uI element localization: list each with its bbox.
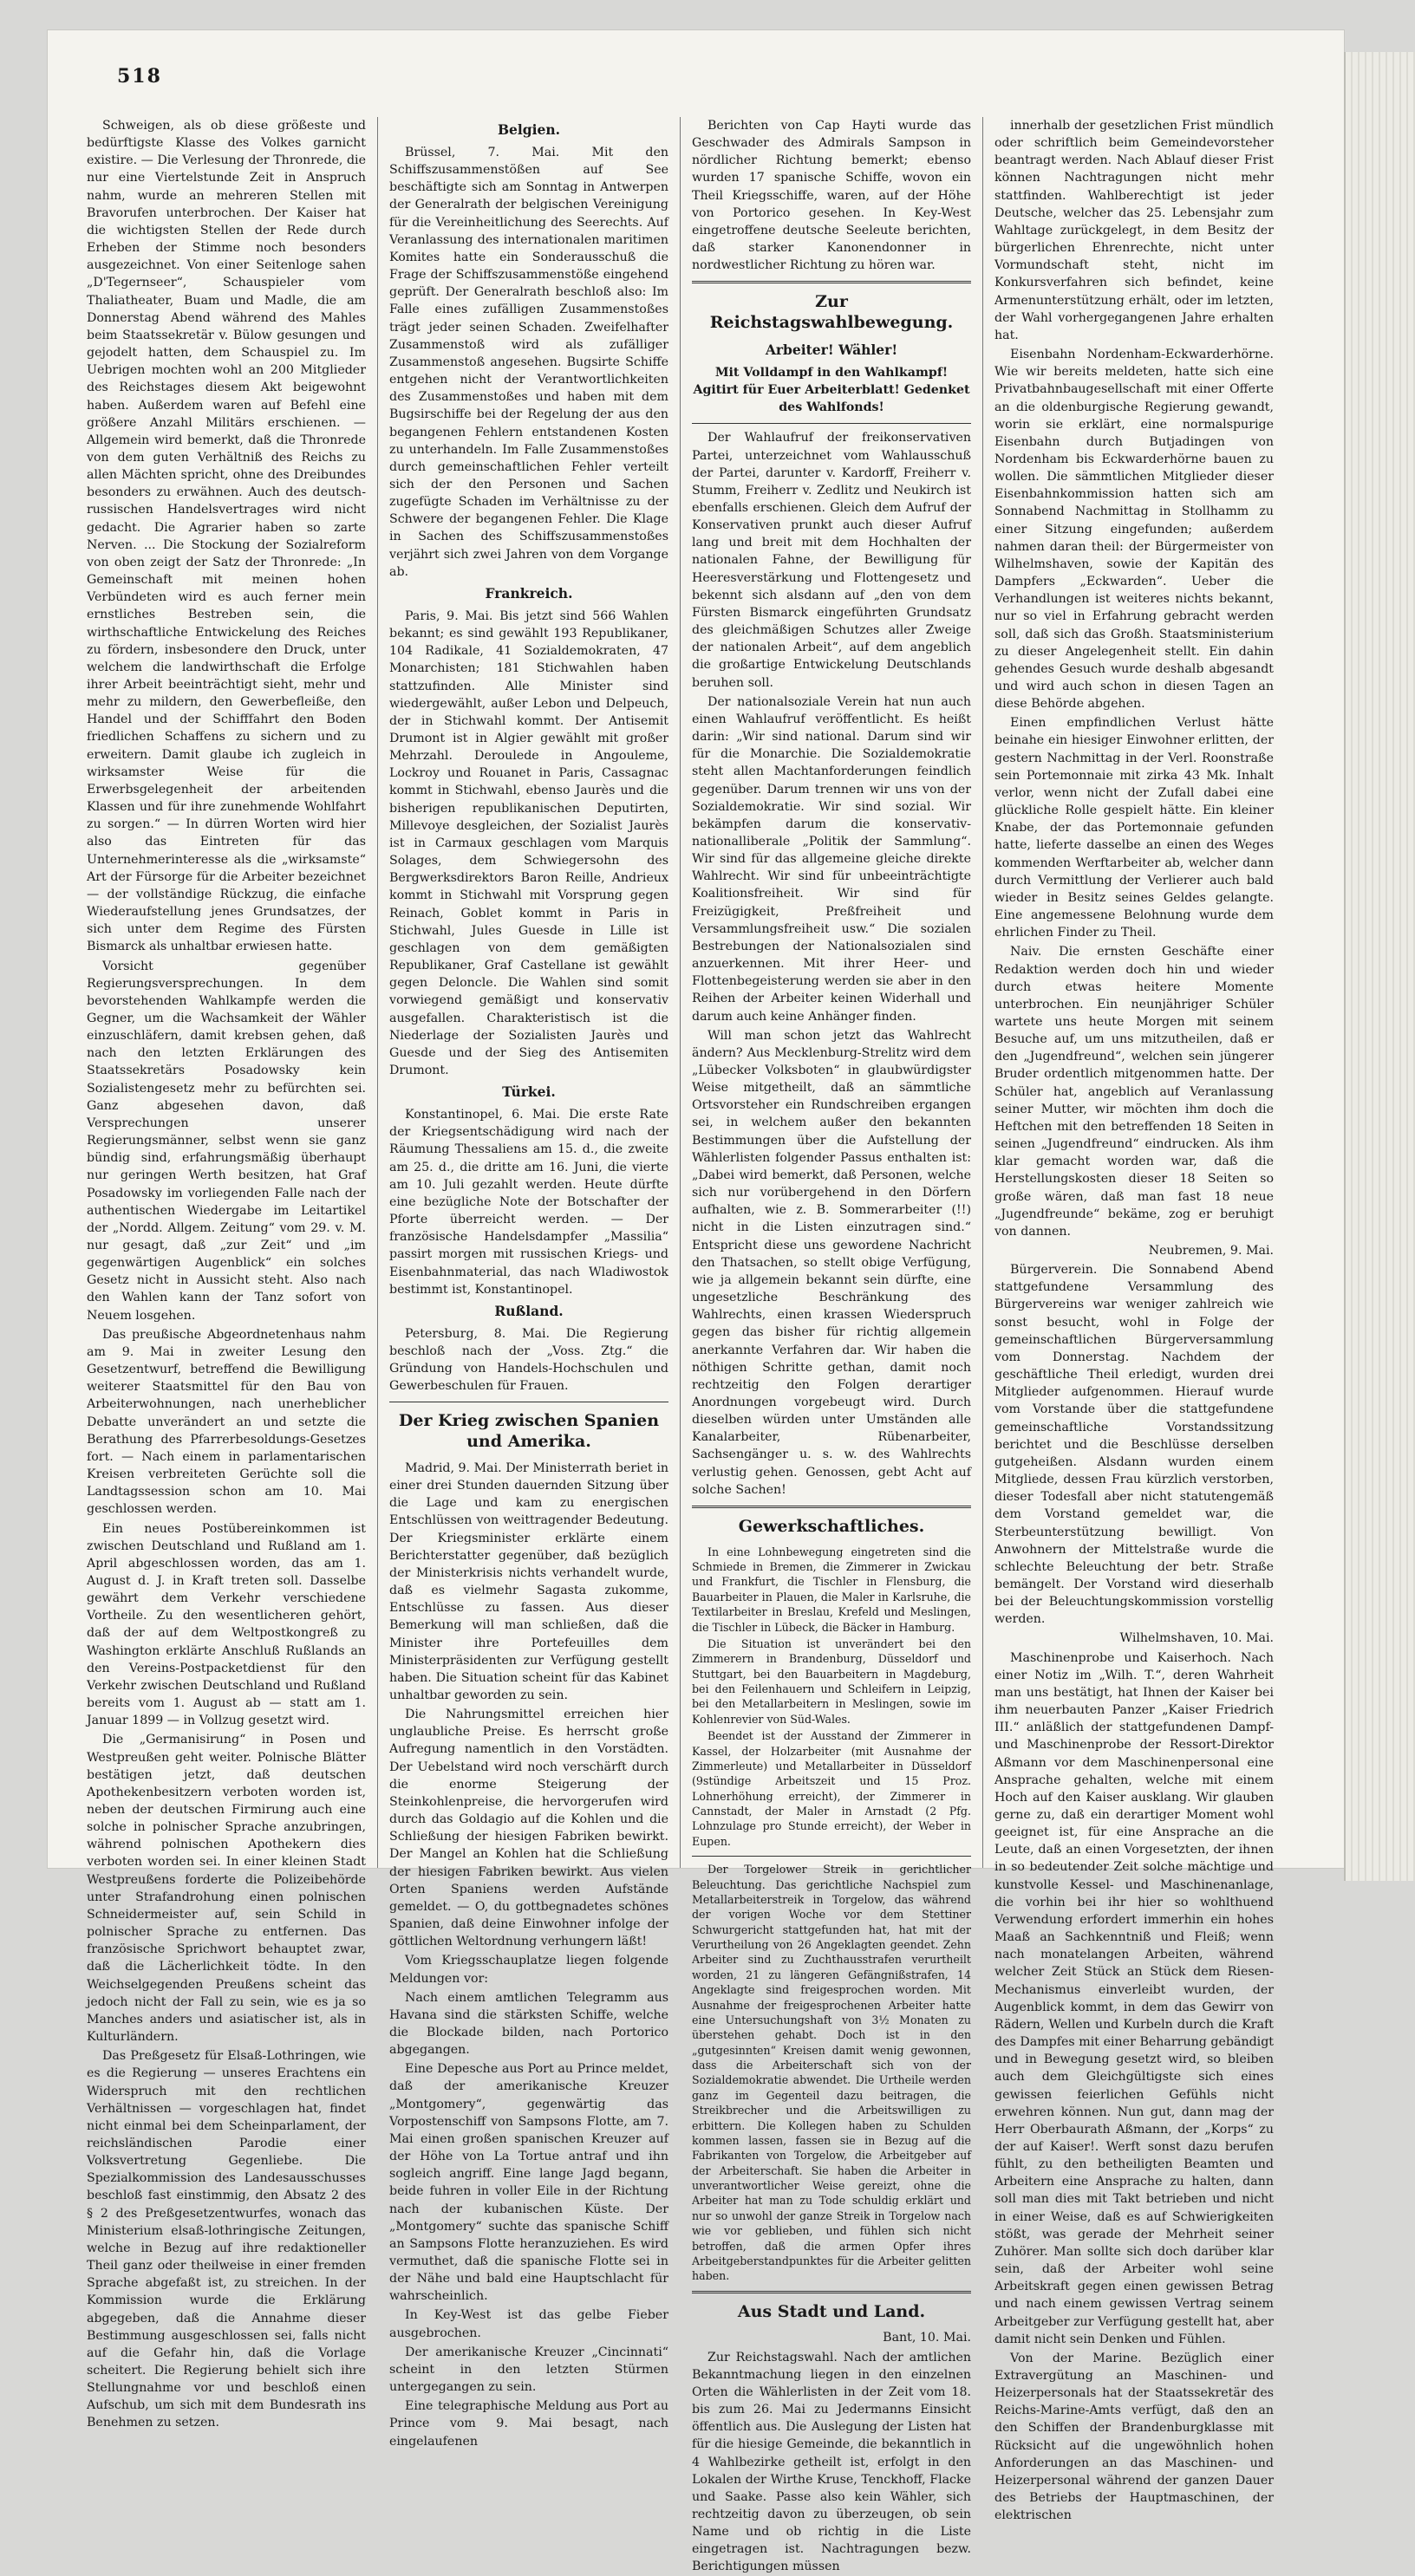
article-paragraph-small: Die Situation ist unverändert bei den Zimmerern in Brandenburg, Düsseldorf und Stuttgart, bei den Bauarbeitern in Magdeburg, bei den Feilenhauern und Schleifern in Leipzig, bei den Metallarbeitern in Meslingen, sowie im Kohlenrevier von Süd-Wales. bbox=[692, 1636, 971, 1726]
column-divider bbox=[982, 117, 983, 1868]
article-paragraph: Eisenbahn Nordenham-Eckwarderhörne. Wie wir bereits meldeten, hatte sich eine Privatbahnbaugesellschaft mit einer Offerte an die oldenburgische Regierung gewandt, worin sie erklärt, eine normalspurige Eisenbahn durch Butjadingen von Nordenham bis Eckwarderhörne bauen zu wollen. Die sämmtlichen Mitglieder dieser Eisenbahnkommission hatten sich am Sonnabend Nachmittag in Stollhamm zu einer Sitzung eingefunden; außerdem nahmen daran theil: der Bürgermeister von Wilhelmshaven, sowie der Kapitän des Dampfers „Eckwarden“. Ueber die Verhandlungen ist weiteres nichts bekannt, nur so viel in Erfahrung gebracht werden soll, daß sich das Großh. Staatsministerium zu dieser Angelegenheit stellt. Ein dahin gehendes Gesuch wurde deshalb abgesandt und wird auch schon in diesen Tagen an diese Behörde abgehen. bbox=[994, 348, 1274, 712]
article-paragraph: Einen empfindlichen Verlust hätte beinahe ein hiesiger Einwohner erlitten, der gestern Nachmittag in der Verl. Roonstraße sein Portemonnaie mit zirka 43 Mk. Inhalt verlor, wenn nicht der Zufall dabei eine glückliche Rolle gespielt hätte. Ein kleiner Knabe, der das Portemonnaie gefunden hatte, lieferte dasselbe an einen des Weges kommenden Werftarbeiter ab, welcher dann durch Vermittlung der Verlierer auch bald wieder in Besitz seines Geldes gelangte. Eine angemessene Belohnung wurde dem ehrlichen Finder zu Theil. bbox=[994, 716, 1274, 940]
article-paragraph: Nach einem amtlichen Telegramm aus Havana sind die stärksten Schiffe, welche die Blockade bilden, nach Portorico abgegangen. bbox=[389, 1990, 668, 2058]
article-paragraph: Paris, 9. Mai. Bis jetzt sind 566 Wahlen bekannt; es sind gewählt 193 Republikaner, 104 Radikale, 41 Sozialdemokraten, 47 Monarchisten; 181 Stichwahlen haben stattzufinden. Alle Minister sind wiedergewählt, außer Lebon und Delpeuch, der in Stichwahl kommt. Der Antisemit Drumont ist in Algier gewählt mit großer Mehrzahl. Deroulede in Angouleme, Lockroy und Rouanet in Paris, Cassagnac kommt in Stichwahl, ebenso Jaurès und die bisherigen republikanischen Deputirten, Millevoye desgleichen, der Sozialist Jaurès ist in Carmaux geschlagen vom Marquis Solages, dem Schwiegersohn des Bergwerksdirektors Baron Reille, Andrieux kommt in Stichwahl mit Vorsprung gegen Reinach, Goblet kommt in Paris in Stichwahl, Jules Guesde in Lille ist geschlagen von dem gemäßigten Republikaner, Graf Castellane ist gewählt gegen Deloncle. Die Wahlen sind somit vorwiegend gemäßigt und konservativ ausgefallen. Charakteristisch ist die Niederlage der Sozialisten Jaurès und Guesde und der Sieg des Antisemiten Drumont. bbox=[389, 608, 668, 1077]
article-heading: Gewerkschaftliches. bbox=[738, 1516, 925, 1536]
section-heading: Türkei. bbox=[502, 1083, 556, 1101]
column-divider bbox=[377, 117, 378, 1868]
article-paragraph: Das Preßgesetz für Elsaß-Lothringen, wie es die Regierung — unseres Erachtens ein Widerspruch mit den rechtlichen Verhältnissen — vorgeschlagen hat, findet nicht einmal bei dem Scheinparlament, der reichsländischen Parodie einer Volksvertretung Gegenliebe. Die Spezialkommission des Landesausschusses beschloß fast einstimmig, den Absatz 2 des § 2 des Preßgesetzentwurfes, wonach das Ministerium elsaß-lothringische Zeitungen, welche in Bezug auf ihre redaktioneller Theil ganz oder theilweise in einer fremden Sprache abgefaßt ist, zu streichen. In der Kommission wurde die Erklärung abgegeben, daß die Annahme dieser Bestimmung ausgeschlossen sei, falls nicht auf die Gefahr hin, daß die Vorlage scheitert. Die Regierung behielt sich ihre Stellungnahme vor und beschloß einen Aufschub, um sich mit dem Bundesrath ins Benehmen zu setzen. bbox=[87, 2049, 366, 2430]
article-paragraph: Schweigen, als ob diese größeste und bedürftigste Klasse des Volkes garnicht existire. — Die Verlesung der Thronrede, die nur eine Viertelstunde Zeit in Anspruch nahm, wurde an mehreren Stellen mit Bravorufen unterbrochen. Der Kaiser hat die wichtigsten Stellen der Rede durch Erheben der Stimme noch besonders ausgezeichnet. Von einer Seitenloge sahen „D'Tegernseer“, Schauspieler vom Thaliatheater, Buam und Madle, die am Donnerstag Abend während des Mahles beim Staatssekretär v. Bülow gesungen und gejodelt hatten, dem Schauspiel zu. Im Uebrigen mochten wohl an 200 Mitglieder des Reichstages diesem Akt beigewohnt haben. Außerdem waren auf Befehl eine größere Anzahl Militärs erschienen. — Allgemein wird bemerkt, daß die Thronrede von dem guten Verhältniß des Reichs zu allen Mächten spricht, ohne des Dreibundes besonders zu erwähnen. Auch des deutsch-russischen Handelsvertrages wird nicht gedacht. Die Agrarier haben so zarte Nerven. ... Die Stockung der Sozialreform von oben zeigt der Satz der Thronrede: „In Gemeinschaft mit meinen hohen Verbündeten wird es auch ferner mein ernstliches Bestreben sein, die wirthschaftliche Entwickelung des Reiches zu fördern, insbesondere den Druck, unter welchem die landwirthschaft die Erfolge ihrer Arbeit beeinträchtigt sieht, mehr und mehr zu mildern, den Gewerbefleiße, den Handel und der Schifffahrt den Boden friedlichen Schaffens zu sichern und zu erweitern. Damit glaube ich zugleich in wirksamster Weise für die Erwerbsgelegenheit der arbeitenden Klassen und für ihre zunehmende Wohlfahrt zu sorgen.“ — In dürren Worten wird hier also das Eintreten für das Unternehmerinteresse als die „wirksamste“ Art der Fürsorge für die Arbeiter bezeichnet — der vollständige Rückzug, die einfache Wiederaufstellung jenes Grundsatzes, der sich unter dem Regime des Fürsten Bismarck als unhaltbar erwiesen hatte. bbox=[87, 119, 366, 954]
dateline: Bant, 10. Mai. bbox=[883, 2331, 971, 2345]
section-rule bbox=[692, 1856, 971, 1857]
section-double-rule bbox=[692, 2291, 971, 2293]
newspaper-page bbox=[48, 30, 1344, 2574]
article-paragraph: Der nationalsoziale Verein hat nun auch einen Wahlaufruf veröffentlicht. Es heißt darin: „Wir sind national. Darum sind wir für die Monarchie. Die Sozialdemokratie steht allen Machtanforderungen feindlich gegenüber. Darum trennen wir uns von der Sozialdemokratie. Wir sind sozial. Wir bekämpfen darum die konservativ-nationalliberale „Politik der Sammlung“. Wir sind für das allgemeine gleiche direkte Wahlrecht. Wir sind für unbeeinträchtigte Koalitionsfreiheit. Wir sind für Freizügigkeit, Preßfreiheit und Versammlungsfreiheit usw.“ Die sozialen Bestrebungen der Nationalsozialen sind anzuerkennen. Mit ihrer Heer- und Flottenbegeisterung werden sie aber in den Reihen der Arbeiter keinen Widerhall und darum auch keine Anhänger finden. bbox=[692, 694, 971, 1024]
article-paragraph: Die „Germanisirung“ in Posen und Westpreußen geht weiter. Polnische Blätter bestätigen jetzt, daß deutschen Apothekenbesitzern verboten worden ist, neben der deutschen Firmirung auch eine solche in polnischer Sprache anzubringen, während polnischen Apothekern dies verboten worden sei. In einer kleinen Stadt Westpreußens forderte die Polizeibehörde unter Strafandrohung einen polnischen Schneidermeister auf, sein Schild in polnischer Sprache zu entfernen. Das französische Sprichwort behauptet zwar, daß die Lächerlichkeit tödte. In den Weichselgegenden Preußens scheint das jedoch nicht der Fall zu sein, wie es ja so Manches anders und asiatischer ist, als in Kulturländern. bbox=[87, 1733, 366, 2045]
column-2 bbox=[389, 117, 668, 2449]
article-paragraph: Der Wahlaufruf der freikonservativen Partei, unterzeichnet vom Wahlausschuß der Partei, darunter v. Kardorff, Freiherr v. Stumm, Freiherr v. Zedlitz und Neukirch ist ebenfalls erschienen. Gleich dem Aufruf der Konservativen prunkt auch dieser Aufruf lang und breit mit dem Hochhalten der nationalen Fahne, der Bewilligung für Heeresverstärkung und Flottengesetz und bekennt sich alsdann auf „den von dem Fürsten Bismarck eingeführten Grundsatz des gleichmäßigen Schutzes aller Zweige der nationalen Arbeit“, auf dem angeblich die großartige Entwickelung Deutschlands beruhen soll. bbox=[692, 431, 971, 690]
column-4 bbox=[994, 117, 1274, 2523]
article-paragraph: Madrid, 9. Mai. Der Ministerrath beriet in einer drei Stunden dauernden Sitzung über die Lage und kam zu energischen Entschlüssen von weittragender Bedeutung. Der Kriegsminister erklärte einem Berichterstatter gegenüber, daß bezüglich der Ministerkrisis nichts verhandelt wurde, daß es vielmehr Sagasta zukomme, Entschlüsse zu fassen. Aus dieser Bemerkung will man schließen, daß die Minister ihre Portefeuilles dem Ministerpräsidenten zur Verfügung gestellt haben. Die Situation scheint für das Kabinet unhaltbar geworden zu sein. bbox=[389, 1460, 668, 1702]
column-3 bbox=[692, 117, 971, 2574]
article-paragraph-small: Beendet ist der Ausstand der Zimmerer in Kassel, der Holzarbeiter (mit Ausnahme der Zimmerleute) und Metallarbeiter in Düsseldorf (9stündige Arbeitszeit und 15 Proz. Lohnerhöhung erreicht), der Zimmerer in Cannstadt, der Maler in Arnstadt (2 Pfg. Lohnzulage pro Stunde erreicht), der Weber in Eupen. bbox=[692, 1729, 971, 1848]
article-paragraph: Will man schon jetzt das Wahlrecht ändern? Aus Mecklenburg-Strelitz wird dem „Lübecker Volksboten“ in glaubwürdigster Weise mitgetheilt, daß an sämmtliche Ortsvorsteher ein Rundschreiben ergangen sei, in welchem außer den bekannten Bestimmungen über die Aufstellung der Wählerlisten folgender Passus enthalten ist: „Dabei wird bemerkt, daß Personen, welche sich nur vorübergehend in den Dörfern aufhalten, wie z. B. Sommerarbeiter (!!) nicht in die Listen einzutragen sind.“ Entspricht diese uns gewordene Nachricht den Thatsachen, so stellt obige Verfügung, wie ja allgemein bekannt sein dürfte, eine ungesetzliche Beschränkung des Wahlrechts, einen krassen Wiederspruch gegen das bisher für richtig allgemein anerkannte Verfahren dar. Wir haben die nöthigen Schritte gethan, damit noch rechtzeitig den Folgen derartiger Anordnungen vorgebeugt wird. Durch dieselben würden unter Umständen alle Kanalarbeiter, Rübenarbeiter, Sachsengänger u. s. w. des Wahlrechts verlustig gehen. Genossen, gebt Acht auf solche Sachen! bbox=[692, 1028, 971, 1497]
article-paragraph: Von der Marine. Bezüglich einer Extravergütung an Maschinen- und Heizerpersonals hat der Staatssekretär des Reichs-Marine-Amts verfügt, daß den an den Schiffen der Brandenburgklasse mit Rücksicht auf die ungewöhnlich hohen Anforderungen an das Maschinen- und Heizerpersonal während der ganzen Dauer des Betriebs der Hauptmaschinen, der elektrischen bbox=[994, 2351, 1274, 2523]
article-heading: Aus Stadt und Land. bbox=[737, 2301, 926, 2321]
page-number: 518 bbox=[117, 65, 162, 88]
article-paragraph: innerhalb der gesetzlichen Frist mündlich oder schriftlich beim Gemeindevorsteher beantragt werden. Nach Ablauf dieser Frist können Nachtragungen nicht mehr stattfinden. Wahlberechtigt ist jeder Deutsche, welcher das 25. Lebensjahr zum Wahltage zurückgelegt, in dem Besitz der bürgerlichen Ehrenrechte, nicht unter Vormundschaft steht, nicht im Konkursverfahren sich befindet, keine Armenunterstützung erhält, oder im letzten, der Wahl vorhergegangenen Jahre erhalten hat. bbox=[994, 119, 1274, 342]
article-paragraph: Zur Reichstagswahl. Nach der amtlichen Bekanntmachung liegen in den einzelnen Orten die Wählerlisten in der Zeit vom 18. bis zum 26. Mai zu Jedermanns Einsicht öffentlich aus. Die Auslegung der Listen hat für die hiesige Gemeinde, die bekanntlich in 4 Wahlbezirke getheilt ist, erfolgt in den Lokalen der Wirthe Kruse, Tenckhoff, Flacke und Saake. Passe also kein Wähler, sich rechtzeitig davon zu überzeugen, ob sein Name und ob richtig in die Liste eingetragen ist. Nachtragungen bezw. Berichtigungen müssen bbox=[692, 2350, 971, 2574]
article-paragraph-small: In eine Lohnbewegung eingetreten sind die Schmiede in Bremen, die Zimmerer in Zwickau und Frankfurt, die Tischler in Flensburg, die Bauarbeiter in Plauen, die Maler in Karlsruhe, die Textilarbeiter in Breslau, Krefeld und Meslingen, die Tischler in Lübeck, die Bäcker in Hamburg. bbox=[692, 1545, 971, 1634]
article-paragraph: Brüssel, 7. Mai. Mit den Schiffszusammenstößen auf See beschäftigte sich am Sonntag in Antwerpen der Generalrath der belgischen Vereinigung für die Vereinheitlichung des Seerechts. Auf Veranlassung des internationalen maritimen Komites hatte ein Sonderausschuß die Frage der Schiffszusammenstöße eingehend geprüft. Der Generalrath beschloß also: Im Falle eines zufälligen Zusammenstoßes trägt jeder seinen Schaden. Zweifelhafter Zusammenstoß wird als zufälliger Zusammenstoß angesehen. Bugsirte Schiffe entgehen nicht der Verantwortlichkeiten des Zusammenstoßes und haben mit dem Bugsirschiffe bei der Regelung der aus den begangenen Fehlern entstandenen Kosten zu unterhandeln. Im Falle Zusammenstoßes durch gemeinschaftlichen Fehler verteilt sich der den Personen und Sachen zugefügte Schaden im Verhältnisse zu der Schwere der begangenen Fehler. Die Klage in Sachen des Schiffszusammenstoßes verjährt sich zwei Jahren von dem Vorgange ab. bbox=[389, 146, 668, 579]
dateline: Neubremen, 9. Mai. bbox=[1148, 1244, 1274, 1258]
article-paragraph: Bürgerverein. Die Sonnabend Abend stattgefundene Versammlung des Bürgervereins war weniger zahlreich wie sonst besucht, wohl in Folge der gemeinschaftlichen Bürgerversammlung vom Donnerstag. Nachdem der geschäftliche Theil erledigt, wurden drei Mitglieder aufgenommen. Hierauf wurde vom Vorstande über die stattgefundene gemeinschaftliche Vorstandssitzung berichtet und die Beschlüsse derselben gutgeheißen. Alsdann wurden einem Mitgliede, dessen Frau kürzlich verstorben, dieser Todesfall aber nicht statutengemäß dem Vorstand gemeldet war, die Sterbeunterstützung bewilligt. Von Anwohnern der Mittelstraße wurde die schlechte Beleuchtung der betr. Straße bemängelt. Der Vorstand wird dieserhalb bei der Beleuchtungskommission vorstellig werden. bbox=[994, 1263, 1274, 1627]
article-heading: Zur Reichstagswahlbewegung. bbox=[709, 292, 954, 333]
article-paragraph: Eine Depesche aus Port au Prince meldet, daß der amerikanische Kreuzer „Montgomery“, gegenwärtig das Vorpostenschiff von Sampsons Flotte, am 7. Mai einen großen spanischen Kreuzer auf der Höhe von La Tortue antraf und ihn sogleich angriff. Eine lange Jagd begann, beide fuhren in voller Eile in der Richtung nach der kubanischen Küste. Der „Montgomery“ suchte das spanische Schiff an Sampsons Flotte heranzuziehen. Es wird vermuthet, daß die spanische Flotte sei in der Nähe und bald eine Hauptschlacht für wahrscheinlich. bbox=[389, 2062, 668, 2304]
page-stack-edge bbox=[1344, 52, 1415, 1881]
article-paragraph: Der amerikanische Kreuzer „Cincinnati“ scheint in den letzten Stürmen untergegangen zu sein. bbox=[389, 2345, 668, 2395]
article-paragraph: Maschinenprobe und Kaiserhoch. Nach einer Notiz im „Wilh. T.“, deren Wahrheit man uns bestätigt, hat Ihnen der Kaiser bei ihm neuerbauten Panzer „Kaiser Friedrich III.“ anläßlich der stattgefundenen Dampf- und Maschinenprobe der Ressort-Direktor Aßmann vor dem Maschinenpersonal eine Ansprache gehalten, welche mit einem Hoch auf den Kaiser ausklang. Wir glauben gerne zu, daß ein derartiger Moment wohl geeignet ist, für eine Ansprache an die Leute, daß an einen Vorgesetzten, der ihnen in so bedeutender Zeit solche mächtige und kunstvolle Kessel- und Maschinenanlage, die vorhin bei ihr hier so wohlthuend Verwendung erfordert immerhin ein hohes Maaß an Sachkenntniß und Fleiß; wenn nach monatelangen Arbeiten, während welcher Zeit Stück an Stück dem Riesen-Mechanismus einverleibt wurden, der Augenblick kommt, in dem das Gewirr von Rädern, Wellen und Kurbeln durch die Kraft des Dampfes mit einer Beharrung gebändigt und in Bewegung gesetzt wird, so bleiben auch dem Gleichgültigste sich eines gewissen feierlichen Gefühls nicht erwehren können. Nun gut, dann mag der Herr Oberbaurath Aßmann, der „Korps“ zu der auf Kaiser!. Werft sonst dazu berufen fühlt, zu den betheiligten Beamten und Arbeitern eine Ansprache zu halten, dann soll man dies mit Takt betrieben und nicht in einer Weise, daß es auf Schwierigkeiten stößt, was gerade der Mehrheit seiner Zuhörer. Man sollte sich doch darüber klar sein, daß der Arbeiter wohl seine Arbeitskraft gegen einen gewissen Betrag und nach einem gewissen Vertrag seinem Arbeitgeber zur Verfügung gestellt hat, aber damit nicht sein Denken und Fühlen. bbox=[994, 1650, 1274, 2346]
article-paragraph: Das preußische Abgeordnetenhaus nahm am 9. Mai in zweiter Lesung den Gesetzentwurf, betreffend die Bewilligung weiterer Staatsmittel für den Bau von Arbeiterwohnungen, nach unerheblicher Debatte unverändert an und setzte die Berathung des Pfarrerbesoldungs-Gesetzes fort. — Nach einem in parlamentarischen Kreisen verbreiteten Gerüchte soll die Landtagssession schon am 10. Mai geschlossen werden. bbox=[87, 1327, 366, 1517]
article-paragraph: Ein neues Postübereinkommen ist zwischen Deutschland und Rußland am 1. April abgeschlossen worden, das am 1. August d. J. in Kraft treten soll. Dasselbe gewährt dem Verkehr verschiedene Vortheile. Zu den wesentlicheren gehört, daß der auf dem Weltpostkongreß zu Washington erklärte Anschluß Rußlands an den Vereins-Postpacketdienst für den Verkehr zwischen Deutschland und Rußland bereits vom 1. August ab — statt am 1. Januar 1899 — in Vollzug gesetzt wird. bbox=[87, 1521, 366, 1728]
article-paragraph: Die Nahrungsmittel erreichen hier unglaubliche Preise. Es herrscht große Aufregung namentlich in den Vorstädten. Der Uebelstand wird noch verschärft durch die enorme Steigerung der Steinkohlenpreise, die hervorgerufen wird durch das Goldagio auf die Kohlen und die Schließung der hiesigen Fabriken bewirkt. Der Mangel an Kohlen hat die Schließung der hiesigen Fabriken bewirkt. Aus vielen Orten Spaniens werden Aufstände gemeldet. — O, du gottbegnadetes schönes Spanien, daß deine Einwohner infolge der göttlichen Weltordnung verhungern läßt! bbox=[389, 1708, 668, 1949]
column-divider bbox=[680, 117, 681, 1868]
section-heading: Arbeiter! Wähler! bbox=[765, 341, 898, 358]
section-heading: Rußland. bbox=[494, 1302, 564, 1319]
article-heading: Der Krieg zwischen Spanien und Amerika. bbox=[398, 1411, 660, 1452]
article-paragraph: Berichten von Cap Hayti wurde das Geschwader des Admirals Sampson in nördlicher Richtung bemerkt; ebenso wurden 17 spanische Schiffe, wovon ein Theil Kriegsschiffe, waren, auf der Höhe von Portorico gesehen. In Key-West eingetroffene deutsche Seeleute berichten, daß starker Kanonendonner in nordwestlicher Richtung zu hören war. bbox=[692, 119, 971, 273]
article-paragraph: Petersburg, 8. Mai. Die Regierung beschloß nach der „Voss. Ztg.“ die Gründung von Handels-Hochschulen und Gewerbeschulen für Frauen. bbox=[389, 1326, 668, 1394]
callout-text: Mit Volldampf in den Wahlkampf! Agitirt für Euer Arbeiterblatt! Gedenket des Wahlfonds! bbox=[693, 365, 970, 415]
dateline: Wilhelmshaven, 10. Mai. bbox=[1119, 1631, 1274, 1646]
column-1 bbox=[87, 117, 366, 2430]
article-paragraph: Vorsicht gegenüber Regierungsversprechungen. In dem bevorstehenden Wahlkampfe werden die Gegner, um die Wachsamkeit der Wähler einzuschläfern, damit krebsen gehen, daß nach den letzten Erklärungen des Staatssekretärs Posadowsky kein Sozialistengesetz mehr zu befürchten sei. Ganz abgesehen davon, daß Versprechungen unserer Regierungsmänner, selbst wenn sie ganz bündig sind, erfahrungsmäßig überhaupt nur geringen Werth besitzen, hat Graf Posadowsky im vorliegenden Falle nach der authentischen Wiedergabe im Leitartikel der „Nordd. Allgem. Zeitung“ vom 29. v. M. nur gesagt, daß „zur Zeit“ und „im gegenwärtigen Augenblick“ ein solches Gesetz nicht in Aussicht steht. Also nach den Wahlen kann der Tanz sofort von Neuem losgehen. bbox=[87, 959, 366, 1323]
section-double-rule bbox=[692, 281, 971, 283]
section-heading: Belgien. bbox=[497, 121, 561, 138]
section-rule bbox=[692, 423, 971, 424]
article-paragraph: Eine telegraphische Meldung aus Port au Prince vom 9. Mai besagt, nach eingelaufenen bbox=[389, 2399, 668, 2449]
article-paragraph: Konstantinopel, 6. Mai. Die erste Rate der Kriegsentschädigung wird nach der Räumung Thessaliens am 15. d., die zweite am 25. d., die dritte am 16. Juni, die vierte am 10. Juli gezahlt werden. Heute dürfte eine bezügliche Note der Botschafter der Pforte überreicht werden. — Der französische Handelsdampfer „Massilia“ passirt morgen mit russischen Kriegs- und Eisenbahnmaterial, das nach Wladiwostok bestimmt ist, Konstantinopel. bbox=[389, 1108, 668, 1297]
article-paragraph: Vom Kriegsschauplatze liegen folgende Meldungen vor: bbox=[389, 1954, 668, 1986]
section-heading: Frankreich. bbox=[485, 584, 573, 602]
section-double-rule bbox=[692, 1506, 971, 1508]
article-paragraph: In Key-West ist das gelbe Fieber ausgebrochen. bbox=[389, 2308, 668, 2340]
article-paragraph: Naiv. Die ernsten Geschäfte einer Redaktion werden doch hin und wieder durch etwas heitere Momente unterbrochen. Ein neunjähriger Schüler wartete uns heute Morgen mit seinem Besuche auf, um uns mitzutheilen, daß er den „Jugendfreund“, welchen sein jüngerer Bruder ordentlich mitgenommen hatte. Der Schüler hat, angeblich auf Veranlassung seiner Mutter, wir möchten ihm doch die Heftchen mit den betreffenden 18 Seiten in seinen „Jugendfreund“ eindrucken. Als ihm klar gemacht worden war, daß die Herstellungskosten dieser 18 Seiten so große wären, daß man fast 18 neue „Jugendfreunde“ bekäme, zog er beruhigt von dannen. bbox=[994, 945, 1274, 1239]
article-paragraph-small: Der Torgelower Streik in gerichtlicher Beleuchtung. Das gerichtliche Nachspiel zum Metallarbeiterstreik in Torgelow, das während der vorigen Woche vor dem Stettiner Schwurgericht stattgefunden hat, hat mit der Verurtheilung von 26 Angeklagten geendet. Zehn Arbeiter sind zu Zuchthausstrafen verurtheilt worden, 21 zu längeren Gefängnißstrafen, 14 Angeklagte sind freigesprochen worden. Mit Ausnahme der freigesprochenen Arbeiter hatte eine Untersuchungshaft von 3½ Monaten zu überstehen gehabt. Doch ist in den „gutgesinnten“ Kreisen damit wenig gewonnen, dass die Arbeiterschaft sich von der Sozialdemokratie abwendet. Die Urtheile werden ganz im Gegenteil dazu beitragen, die Streikbrecher und die Arbeitswilligen zu erbittern. Die Kollegen haben zu Schulden kommen lassen, fassen sie in Bezug auf die Fabrikanten von Torgelow, die Arbeitgeber auf der Arbeiterschaft. Sie haben die Arbeiter in unverantwortlicher Weise gereizt, ohne die Arbeiter hat man zu Tode schuldig erklärt und nur so unwohl der ganze Streik in Torgelow nach wie vor geblieben, und fühlen sich nicht betroffen, daß die armen Opfer ihres Arbeitgeberstandpunktes für die Arbeiter gelitten haben. bbox=[692, 1863, 971, 2283]
